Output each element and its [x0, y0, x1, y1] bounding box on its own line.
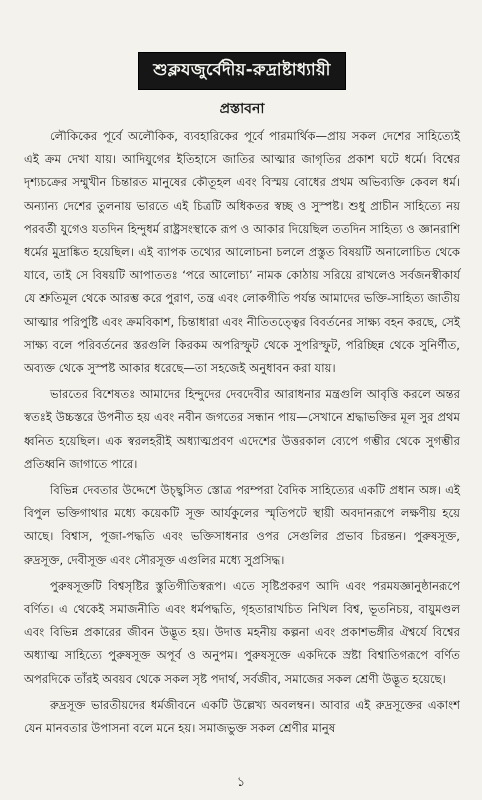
paragraph: লৌকিকের পূর্বে অলৌকিক, ব্যবহারিকের পূর্বে পারমার্থিক—প্রায় সকল দেশের সাহিত্যেই এই ক্রম দেখা যায়। আদিযুগের ইতিহাসে জাতির আত্মার জাগৃতির প্রকাশ ঘটে ধর্মে। বিশ্বের দৃশ্যচক্রের সম্মুখীন চিন্তারত মানুষের কৌতূহল এবং বিস্ময় বোধের প্রথম অভিব্যক্তি কেবল ধর্ম। অন্যান্য দেশের তুলনায় ভারতে এই চিত্রটি অধিকতর স্বচ্ছ ও সুস্পষ্ট। শুধু প্রাচীন সাহিত্যে নয় পরবর্তী যুগেও যতদিন হিন্দুধর্ম রাষ্ট্রসংস্থাকে রূপ ও আকার দিয়েছিল ততদিন সাহিত্য ও জ্ঞানরাশি ধর্মের মুদ্রাঙ্কিত হয়েছিল। এই ব্যাপক তথ্যের আলোচনা চললে প্রস্তুত বিষয়টি অনালোচিত থেকে যাবে, তাই সে বিষয়টি আপাততঃ ‘পরে আলোচ্য’ নামক কোঠায় সরিয়ে রাখলেও সর্বজনস্বীকার্য যে শ্রুতিমূল থেকে আরম্ভ করে পুরাণ, তন্ত্র এবং লোকগীতি পর্যন্ত আমাদের ভক্তি-সাহিত্য জাতীয় আত্মার পরিপুষ্টি এবং ক্রমবিকাশ, চিন্তাধারা এবং নীতিতত্ত্বের বিবর্তনের সাক্ষ্য বহন করছে, সেই সাক্ষ্য বলে পরিবর্তনের স্তরগুলি কিরকম অপরিস্ফুট থেকে সুপরিস্ফুট, পরিচ্ছিন্ন থেকে সুনির্ণীত, অব্যক্ত থেকে সুস্পষ্ট আকার ধরেছে—তা সহজেই অনুধাবন করা যায়।: [24, 129, 460, 376]
paragraph: বিভিন্ন দেবতার উদ্দেশে উচ্ছ্বসিত স্তোত্র পরম্পরা বৈদিক সাহিত্যের একটি প্রধান অঙ্গ। এই বিপুল ভক্তিগাথার মধ্যে কয়েকটি সূক্ত আর্যকুলের স্মৃতিপটে স্থায়ী অবদানরূপে লক্ষণীয় হয়ে আছে। বিশ্বাস, পূজা-পদ্ধতি এবং ভক্তিসাধনার ওপর সেগুলির প্রভাব চিরন্তন। পুরুষসূক্ত, রুদ্রসূক্ত, দেবীসূক্ত এবং সৌরসূক্ত এগুলির মধ্যে সুপ্রসিদ্ধ।: [24, 483, 460, 567]
paragraph: ভারতের বিশেষতঃ আমাদের হিন্দুদের দেবদেবীর আরাধনার মন্ত্রগুলি আবৃত্তি করলে অন্তর স্বতঃই উচ্চস্তরে উপনীত হয় এবং নবীন জগতের সন্ধান পায়—সেখানে শ্রদ্ধাভক্তির মূল সুর প্রথম ধ্বনিত হয়েছিল। এক স্বরলহরীই অধ্যাত্মপ্রবণ এদেশের উত্তরকাল ব্যেপে গম্ভীর থেকে সুগম্ভীর প্রতিধ্বনি জাগাতে পারে।: [24, 387, 460, 471]
paragraph: রুদ্রসূক্ত ভারতীয়দের ধর্মজীবনে একটি উল্লেখ্য অবলম্বন। আবার এই রুদ্রসূক্তের একাংশ যেন মানবতার উপাসনা বলে মনে হয়। সমাজভুক্ত সকল শ্রেণীর মানুষ: [24, 697, 460, 736]
page-title: শুক্লযজুর্বেদীয়-রুদ্রাষ্টাধ্যায়ী: [138, 52, 345, 90]
paragraph: পুরুষসূক্তটি বিশ্বসৃষ্টির স্তুতিগীতিস্বরূপ। এতে সৃষ্টিপ্রকরণ আদি এবং পরমযজ্ঞানুষ্ঠানরূপে বর্ণিত। এ থেকেই সমাজনীতি এবং ধর্মপদ্ধতি, গৃহতারাখচিত নিখিল বিশ্ব, ভূতনিচয়, বায়ুমণ্ডল এবং বিভিন্ন প্রকারের জীবন উদ্ভূত হয়। উদাত্ত মহনীয় কল্পনা এবং প্রকাশভঙ্গীর ঐশ্বর্যে বিশ্বের অধ্যাত্ম সাহিত্যে পুরুষসূক্ত অপূর্ব ও অনুপম। পুরুষসূক্তে একদিকে স্রষ্টা বিশ্বাতিগরূপে বর্ণিত অপরদিকে তাঁরই অবয়ব থেকে সকল সৃষ্ট পদার্থ, সর্বজীব, সমাজের সকল শ্রেণী উদ্ভূত হয়েছে।: [24, 578, 460, 686]
page-number: ১: [236, 775, 246, 790]
section-heading: প্রস্তাবনা: [219, 101, 265, 117]
body-text: [24, 125, 460, 740]
title-wrap: [24, 0, 460, 90]
